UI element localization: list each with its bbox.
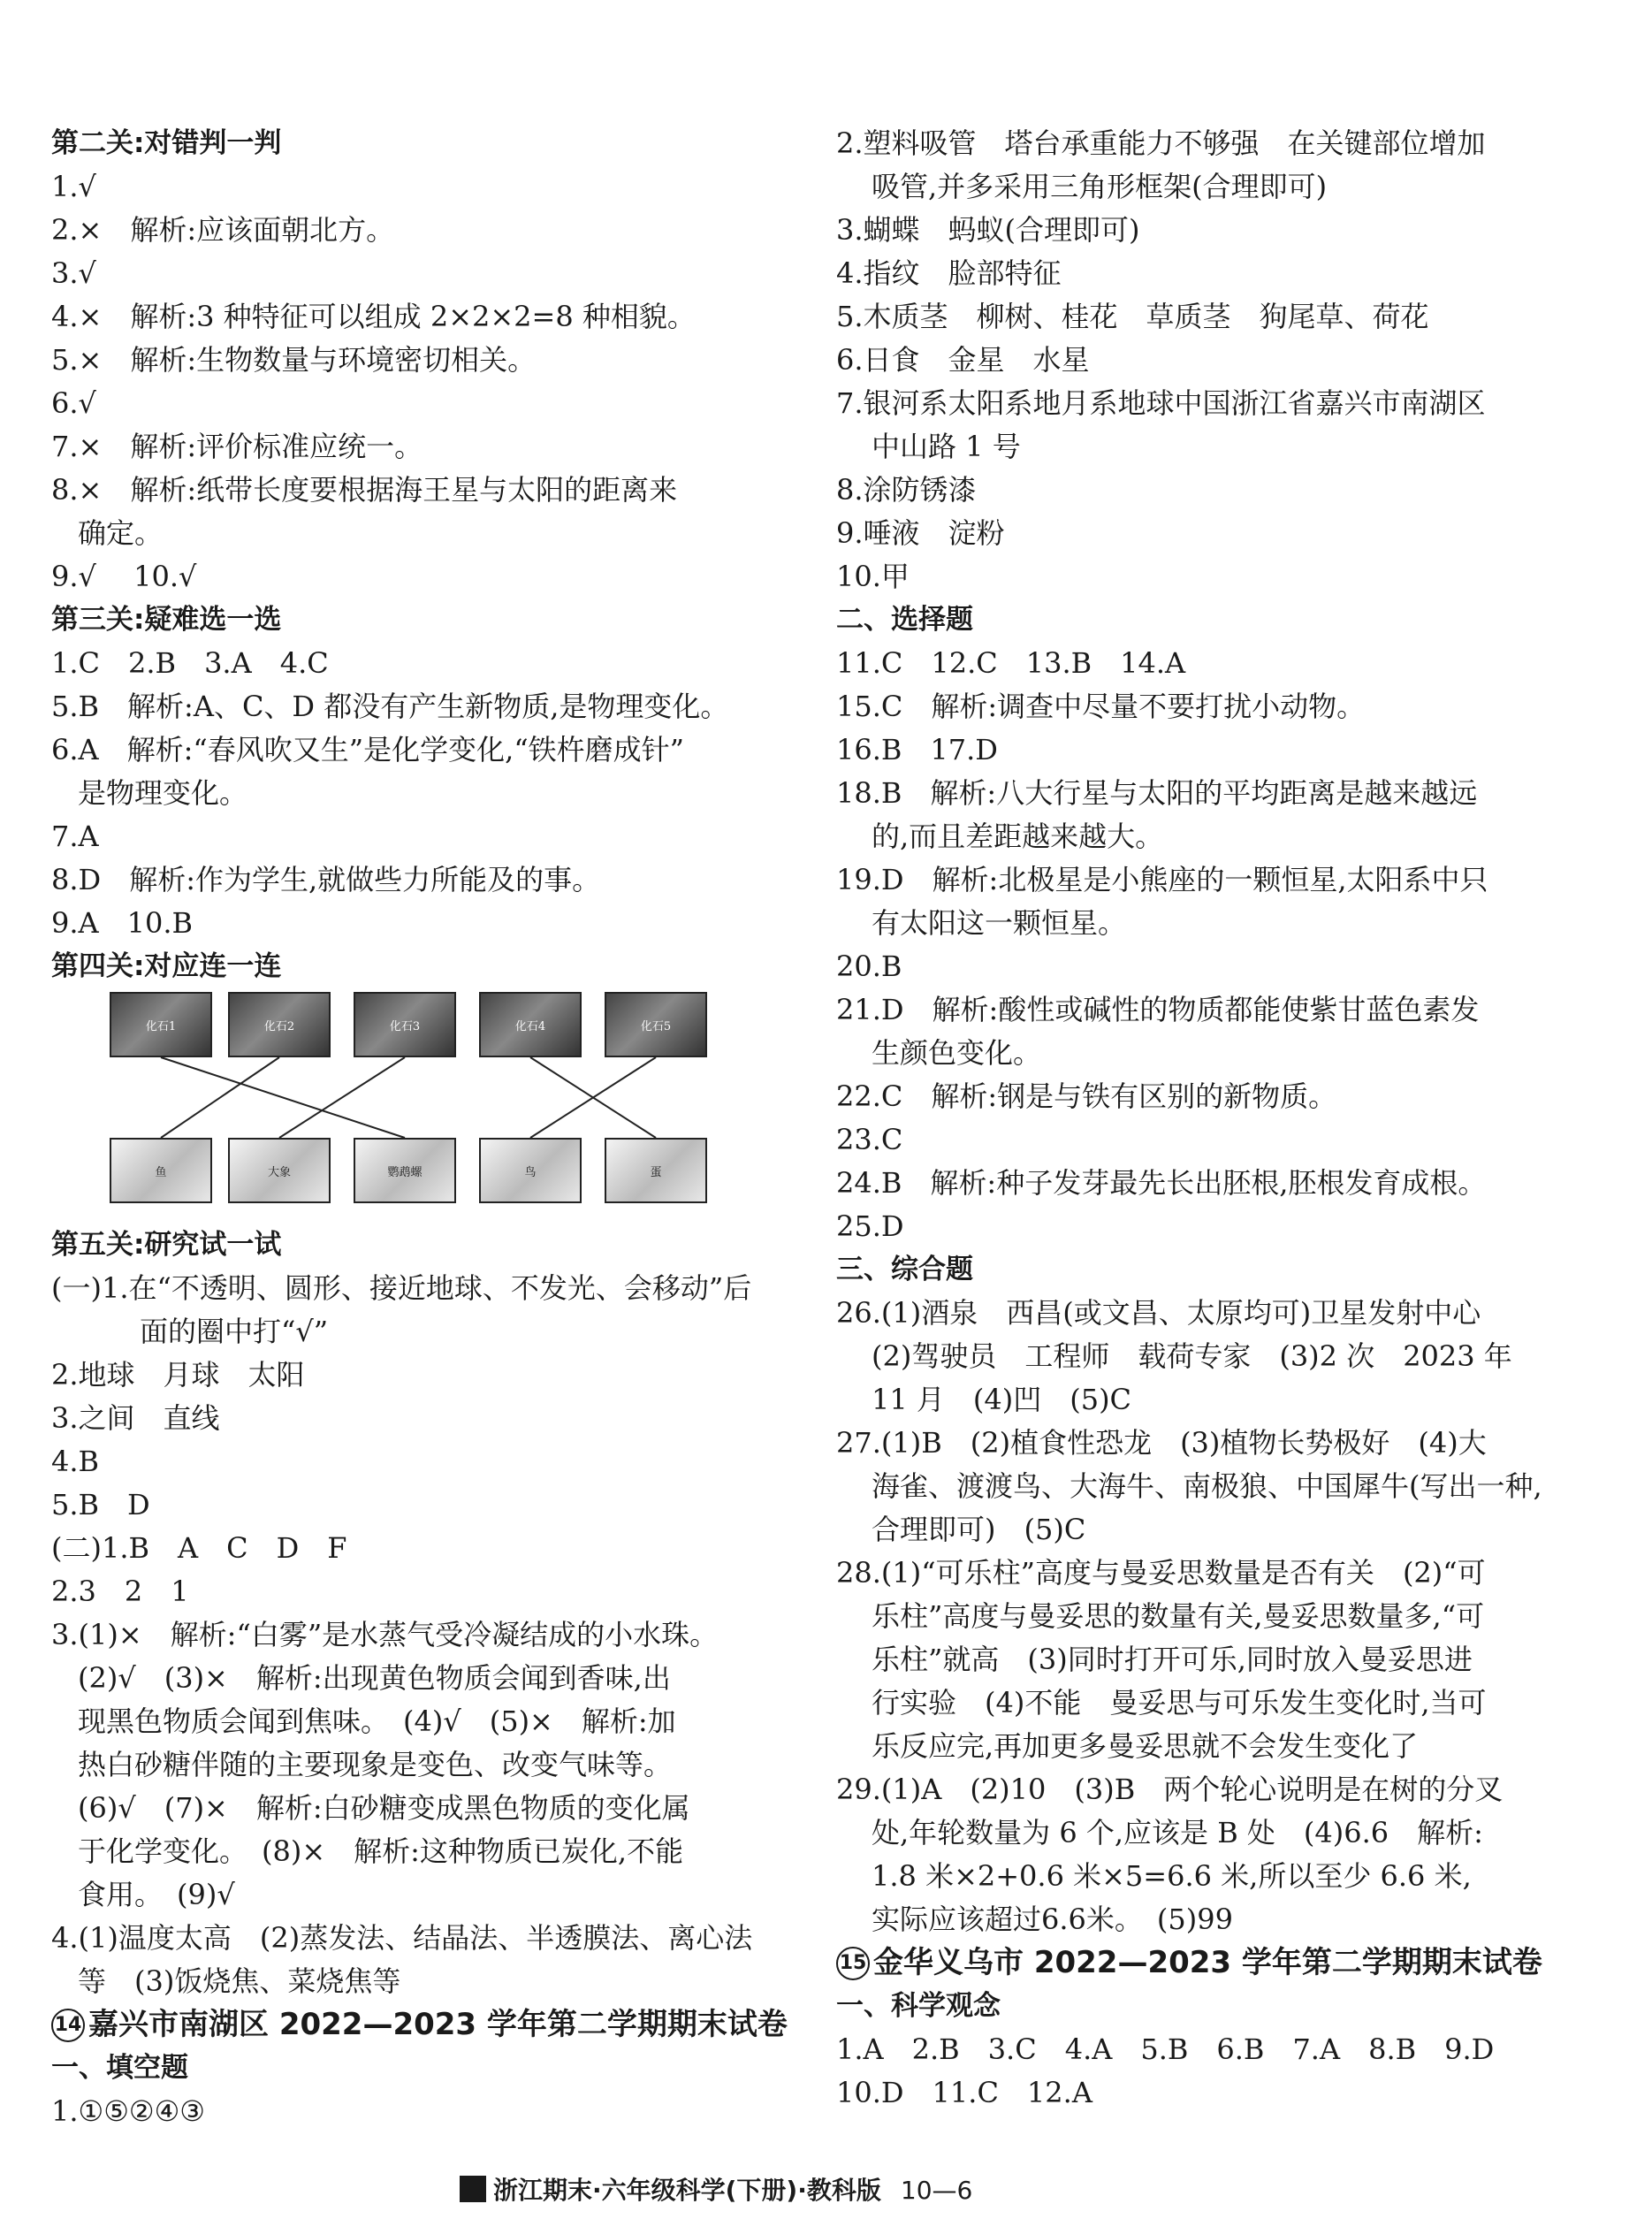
- answer-line: (二)1.B A C D F: [51, 1531, 347, 1565]
- answer-line: 现黑色物质会闻到焦味。 (4)√ (5)× 解析:加: [78, 1704, 676, 1738]
- answer-line: 29.(1)A (2)10 (3)B 两个轮心说明是在树的分叉: [836, 1773, 1504, 1806]
- answer-line: 有太阳这一颗恒星。: [872, 906, 1127, 940]
- answer-line: 11 月 (4)凹 (5)C: [872, 1383, 1132, 1416]
- answer-line: 7.× 解析:评价标准应统一。: [51, 430, 423, 463]
- fossil-image: 化石1: [110, 992, 212, 1057]
- answer-line: 的,而且差距越来越大。: [872, 820, 1164, 853]
- connect-line: [161, 1057, 279, 1138]
- answer-line: 3.之间 直线: [51, 1401, 220, 1435]
- answer-line: 海雀、渡渡鸟、大海牛、南极狼、中国犀牛(写出一种,: [872, 1469, 1542, 1503]
- section-2-title: 第二关:对错判一判: [51, 127, 282, 159]
- exam-number-badge: 14: [51, 2009, 85, 2042]
- organism-image: 大象: [228, 1138, 331, 1203]
- answer-line: 3.(1)× 解析:“白雾”是水蒸气受冷凝结成的小水珠。: [51, 1618, 719, 1651]
- answer-line: 实际应该超过6.6米。 (5)99: [872, 1903, 1233, 1936]
- page-number: 10—6: [900, 2176, 973, 2205]
- matching-diagram: [51, 992, 723, 1218]
- answer-line: 11.C 12.C 13.B 14.A: [836, 646, 1186, 680]
- answer-line: 4.指纹 脸部特征: [836, 256, 1062, 290]
- answer-line: (2)√ (3)× 解析:出现黄色物质会闻到香味,出: [78, 1661, 671, 1695]
- answer-line: 是物理变化。: [78, 776, 248, 810]
- answer-line: 1.√: [51, 170, 96, 203]
- section-4-title: 第四关:对应连一连: [51, 950, 282, 982]
- answer-line: (2)驾驶员 工程师 载荷专家 (3)2 次 2023 年: [872, 1339, 1512, 1373]
- answer-line: 16.B 17.D: [836, 733, 998, 766]
- page-footer: [460, 2168, 1184, 2214]
- fossil-image: 化石4: [479, 992, 582, 1057]
- answer-line: 7.银河系太阳系地月系地球中国浙江省嘉兴市南湖区: [836, 386, 1486, 420]
- answer-line: 7.A: [51, 820, 99, 853]
- answer-line: 4.× 解析:3 种特征可以组成 2×2×2=8 种相貌。: [51, 300, 696, 333]
- answer-line: (6)√ (7)× 解析:白砂糖变成黑色物质的变化属: [78, 1791, 690, 1825]
- answer-line: 19.D 解析:北极星是小熊座的一颗恒星,太阳系中只: [836, 863, 1488, 896]
- answer-line: 10.甲: [836, 560, 910, 593]
- answer-line: 等 (3)饭烧焦、菜烧焦等: [78, 1964, 401, 1998]
- answer-line: 乐柱”高度与曼妥思的数量有关,曼妥思数量多,“可: [872, 1599, 1485, 1633]
- answer-line: 1.①⑤②④③: [51, 2094, 205, 2128]
- answer-line: 9.唾液 淀粉: [836, 516, 1005, 550]
- answer-line: 食用。 (9)√: [78, 1878, 235, 1911]
- exam-14-subsection: 一、填空题: [51, 2052, 188, 2084]
- answer-line: 25.D: [836, 1209, 904, 1243]
- comprehensive-section-title: 三、综合题: [836, 1254, 973, 1285]
- fossil-image: 化石2: [228, 992, 331, 1057]
- answer-line: 18.B 解析:八大行星与太阳的平均距离是越来越远: [836, 776, 1478, 810]
- exam-title-text: 嘉兴市南湖区 2022—2023 学年第二学期期末试卷: [88, 2007, 788, 2042]
- answer-line: 1.8 米×2+0.6 米×5=6.6 米,所以至少 6.6 米,: [872, 1859, 1472, 1893]
- answer-line: 乐反应完,再加更多曼妥思就不会发生变化了: [872, 1729, 1419, 1763]
- answer-line: 9.A 10.B: [51, 906, 194, 940]
- answer-line: 6.A 解析:“春风吹又生”是化学变化,“铁杵磨成针”: [51, 733, 685, 766]
- answer-line: 热白砂糖伴随的主要现象是变色、改变气味等。: [78, 1748, 673, 1781]
- exam-15-subsection: 一、科学观念: [836, 1990, 1001, 2022]
- organism-image: 鹦鹉螺: [354, 1138, 456, 1203]
- footer-square-icon: [460, 2176, 486, 2202]
- answer-line: 10.D 11.C 12.A: [836, 2076, 1092, 2109]
- answer-line: 3.蝴蝶 蚂蚁(合理即可): [836, 213, 1140, 247]
- connecting-lines: [51, 992, 723, 1218]
- answer-line: 5.× 解析:生物数量与环境密切相关。: [51, 343, 537, 377]
- footer-title: 浙江期末·六年级科学(下册)·教科版: [493, 2176, 881, 2205]
- organism-image: 蛋: [605, 1138, 707, 1203]
- answer-line: 5.B 解析:A、C、D 都没有产生新物质,是物理变化。: [51, 690, 729, 723]
- answer-line: 15.C 解析:调查中尽量不要打扰小动物。: [836, 690, 1366, 723]
- answer-line: 27.(1)B (2)植食性恐龙 (3)植物长势极好 (4)大: [836, 1426, 1487, 1460]
- answer-line: 2.3 2 1: [51, 1575, 189, 1608]
- answer-line: 26.(1)酒泉 西昌(或文昌、太原均可)卫星发射中心: [836, 1296, 1481, 1330]
- answer-line: 2.塑料吸管 塔台承重能力不够强 在关键部位增加: [836, 126, 1486, 160]
- choice-section-title: 二、选择题: [836, 604, 973, 636]
- answer-line: 21.D 解析:酸性或碱性的物质都能使紫甘蓝色素发: [836, 993, 1480, 1026]
- answer-line: 吸管,并多采用三角形框架(合理即可): [872, 170, 1328, 203]
- answer-line: 中山路 1 号: [872, 430, 1021, 463]
- answer-line: 23.C: [836, 1123, 903, 1156]
- fossil-image: 化石5: [605, 992, 707, 1057]
- answer-line: 6.√: [51, 386, 96, 420]
- answer-line: 3.√: [51, 256, 96, 290]
- answer-line: 24.B 解析:种子发芽最先长出胚根,胚根发育成根。: [836, 1166, 1487, 1200]
- answer-line: 1.A 2.B 3.C 4.A 5.B 6.B 7.A 8.B 9.D: [836, 2032, 1495, 2066]
- answer-line: 2.× 解析:应该面朝北方。: [51, 213, 395, 247]
- answer-line: 8.涂防锈漆: [836, 473, 977, 507]
- answer-line: 8.× 解析:纸带长度要根据海王星与太阳的距离来: [51, 473, 678, 507]
- connect-line: [161, 1057, 405, 1138]
- answer-line: 5.B D: [51, 1488, 150, 1521]
- answer-line: 2.地球 月球 太阳: [51, 1358, 305, 1392]
- answer-line: 20.B: [836, 949, 902, 983]
- answer-line: 4.(1)温度太高 (2)蒸发法、结晶法、半透膜法、离心法: [51, 1921, 753, 1955]
- right-column: [836, 122, 1561, 2115]
- answer-line: 生颜色变化。: [872, 1036, 1042, 1070]
- answer-line: 8.D 解析:作为学生,就做些力所能及的事。: [51, 863, 601, 896]
- organism-image: 鱼: [110, 1138, 212, 1203]
- fossil-image: 化石3: [354, 992, 456, 1057]
- answer-line: 6.日食 金星 水星: [836, 343, 1090, 377]
- exam-14-title: [51, 2003, 788, 2047]
- section-3-title: 第三关:疑难选一选: [51, 604, 282, 636]
- answer-line: 行实验 (4)不能 曼妥思与可乐发生变化时,当可: [872, 1686, 1487, 1720]
- connect-line: [279, 1057, 405, 1138]
- organism-image: 鸟: [479, 1138, 582, 1203]
- left-column: [51, 122, 788, 2133]
- answer-line: 4.B: [51, 1445, 100, 1478]
- answer-line: 22.C 解析:钢是与铁有区别的新物质。: [836, 1079, 1337, 1113]
- exam-title-text: 金华义乌市 2022—2023 学年第二学期期末试卷: [873, 1945, 1542, 1980]
- answer-line: 1.C 2.B 3.A 4.C: [51, 646, 329, 680]
- answer-line: (一)1.在“不透明、圆形、接近地球、不发光、会移动”后: [51, 1271, 752, 1305]
- answer-line: 9.√ 10.√: [51, 560, 197, 593]
- answer-line: 28.(1)“可乐柱”高度与曼妥思数量是否有关 (2)“可: [836, 1556, 1486, 1590]
- answer-line: 处,年轮数量为 6 个,应该是 B 处 (4)6.6 解析:: [872, 1816, 1483, 1849]
- section-5-title: 第五关:研究试一试: [51, 1229, 282, 1261]
- answer-line: 于化学变化。 (8)× 解析:这种物质已炭化,不能: [78, 1834, 684, 1868]
- exam-15-title: [836, 1941, 1561, 1985]
- answer-line: 面的圈中打“√”: [140, 1315, 329, 1348]
- exam-number-badge: 15: [836, 1947, 870, 1980]
- answer-line: 合理即可) (5)C: [872, 1513, 1086, 1546]
- answer-line: 5.木质茎 柳树、桂花 草质茎 狗尾草、荷花: [836, 300, 1429, 333]
- answer-line: 确定。: [78, 516, 164, 550]
- answer-line: 乐柱”就高 (3)同时打开可乐,同时放入曼妥思进: [872, 1643, 1473, 1676]
